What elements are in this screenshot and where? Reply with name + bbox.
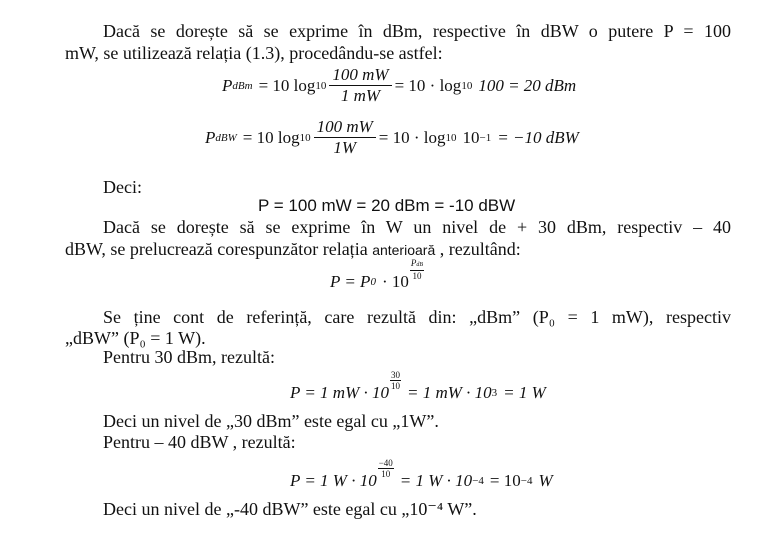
eq1-result: 100 = 20 dBm (478, 75, 577, 95)
paragraph-intro-line1: Dacă se dorește să se exprime în dBm, respective în dBW o putere P = 100 (103, 21, 731, 41)
eq5-lhs: P = 1 W · 10 (290, 470, 377, 490)
eq5-exponent-denominator: 10 (381, 469, 391, 479)
paragraph-reference-line2: „dBW” (P₀ = 1 W). (65, 328, 206, 348)
eq4-exponent-numerator: 30 (391, 370, 400, 380)
equation-p-dbm: P dBm = 10 log 10 $\frac{100 mW}{1 mW}$ = 10 · log 10 100 = 20 dBm (222, 65, 577, 105)
eq3-lhs: P = P (330, 271, 371, 291)
equation-p-general: P = P 0 · 10 PdB 10 (330, 258, 424, 291)
paragraph-minus40dbw-conclusion: Deci un nivel de „-40 dBW” este egal cu „10⁻⁴ W”. (103, 499, 477, 519)
eq1-fraction (329, 66, 391, 105)
paragraph-reference-line1: Se ține cont de referință, care rezultă din: „dBm” (P₀ = 1 mW), respectiv (103, 307, 731, 327)
equation-minus40dbw: P = 1 W · 10 $\frac{-40}{10}$ = 1 W · 10 −4 = 10 −4 W (290, 458, 553, 490)
eq1-lhs-symbol: P (222, 75, 233, 95)
eq1-denominator: 1 mW (340, 86, 381, 105)
eq5-rhs-unit: W (538, 470, 553, 490)
eq3-exponent-numerator: PdB (410, 258, 424, 271)
eq5-exponent (378, 458, 394, 479)
eq2-lhs-symbol: P (205, 127, 216, 147)
eq2-denominator: 1W (333, 138, 357, 157)
eq1-coefficient: = 10 log (258, 75, 316, 95)
deci-label: Deci: (103, 177, 142, 197)
eq4-exponent-denominator: 10 (391, 381, 400, 391)
paragraph-second-line2-a: dBW, se prelucrează corespunzător relația (65, 239, 368, 259)
eq5-exponent-numerator: −40 (378, 458, 393, 468)
eq1-numerator: 100 mW (329, 66, 391, 86)
eq2-fraction (314, 118, 376, 157)
paragraph-intro-line2: mW, se utilizează relația (1.3), procedându-se astfel: (65, 43, 443, 63)
eq2-rest: = 10 · log (378, 127, 446, 147)
eq5-mid: = 1 W · 10 (399, 470, 473, 490)
paragraph-second-line1: Dacă se dorește să se exprime în W un nivel de + 30 dBm, respectiv – 40 (103, 217, 731, 237)
paragraph-second-line2 (65, 238, 521, 261)
eq3-exponent-denominator: 10 (412, 271, 422, 281)
eq4-result: = 1 W (503, 382, 546, 402)
paragraph-30dbm-conclusion: Deci un nivel de „30 dBm” este egal cu „1W”. (103, 411, 439, 431)
eq2-result: = −10 dBW (497, 127, 579, 147)
paragraph-30dbm: Pentru 30 dBm, rezultă: (103, 347, 275, 367)
eq2-coefficient: = 10 log (242, 127, 300, 147)
paragraph-second-line2-b: anterioară (372, 242, 436, 258)
eq2-power-base: 10 (462, 127, 480, 147)
eq2-numerator: 100 mW (314, 118, 376, 138)
deci-result: P = 100 mW = 20 dBm = -10 dBW (258, 196, 516, 215)
paragraph-minus40dbw: Pentru – 40 dBW , rezultă: (103, 432, 296, 452)
eq4-mid: = 1 mW · 10 (407, 382, 492, 402)
equation-p-dbw: P dBW = 10 log 10 $\frac{100 mW}{1W}$ = 10 · log 10 10 −1 = −10 dBW (205, 117, 579, 157)
eq3-mid: · 10 (381, 271, 409, 291)
eq3-exponent (410, 258, 424, 281)
eq1-rest: = 10 · log (394, 75, 462, 95)
eq4-lhs: P = 1 mW · 10 (290, 382, 389, 402)
paragraph-second-line2-c: , rezultând: (439, 239, 521, 259)
eq4-exponent (390, 370, 401, 391)
eq5-rhs: = 10 (489, 470, 521, 490)
equation-30dbm: P = 1 mW · 10 $\frac{30}{10}$ = 1 mW · 10 3 = 1 W (290, 370, 546, 402)
